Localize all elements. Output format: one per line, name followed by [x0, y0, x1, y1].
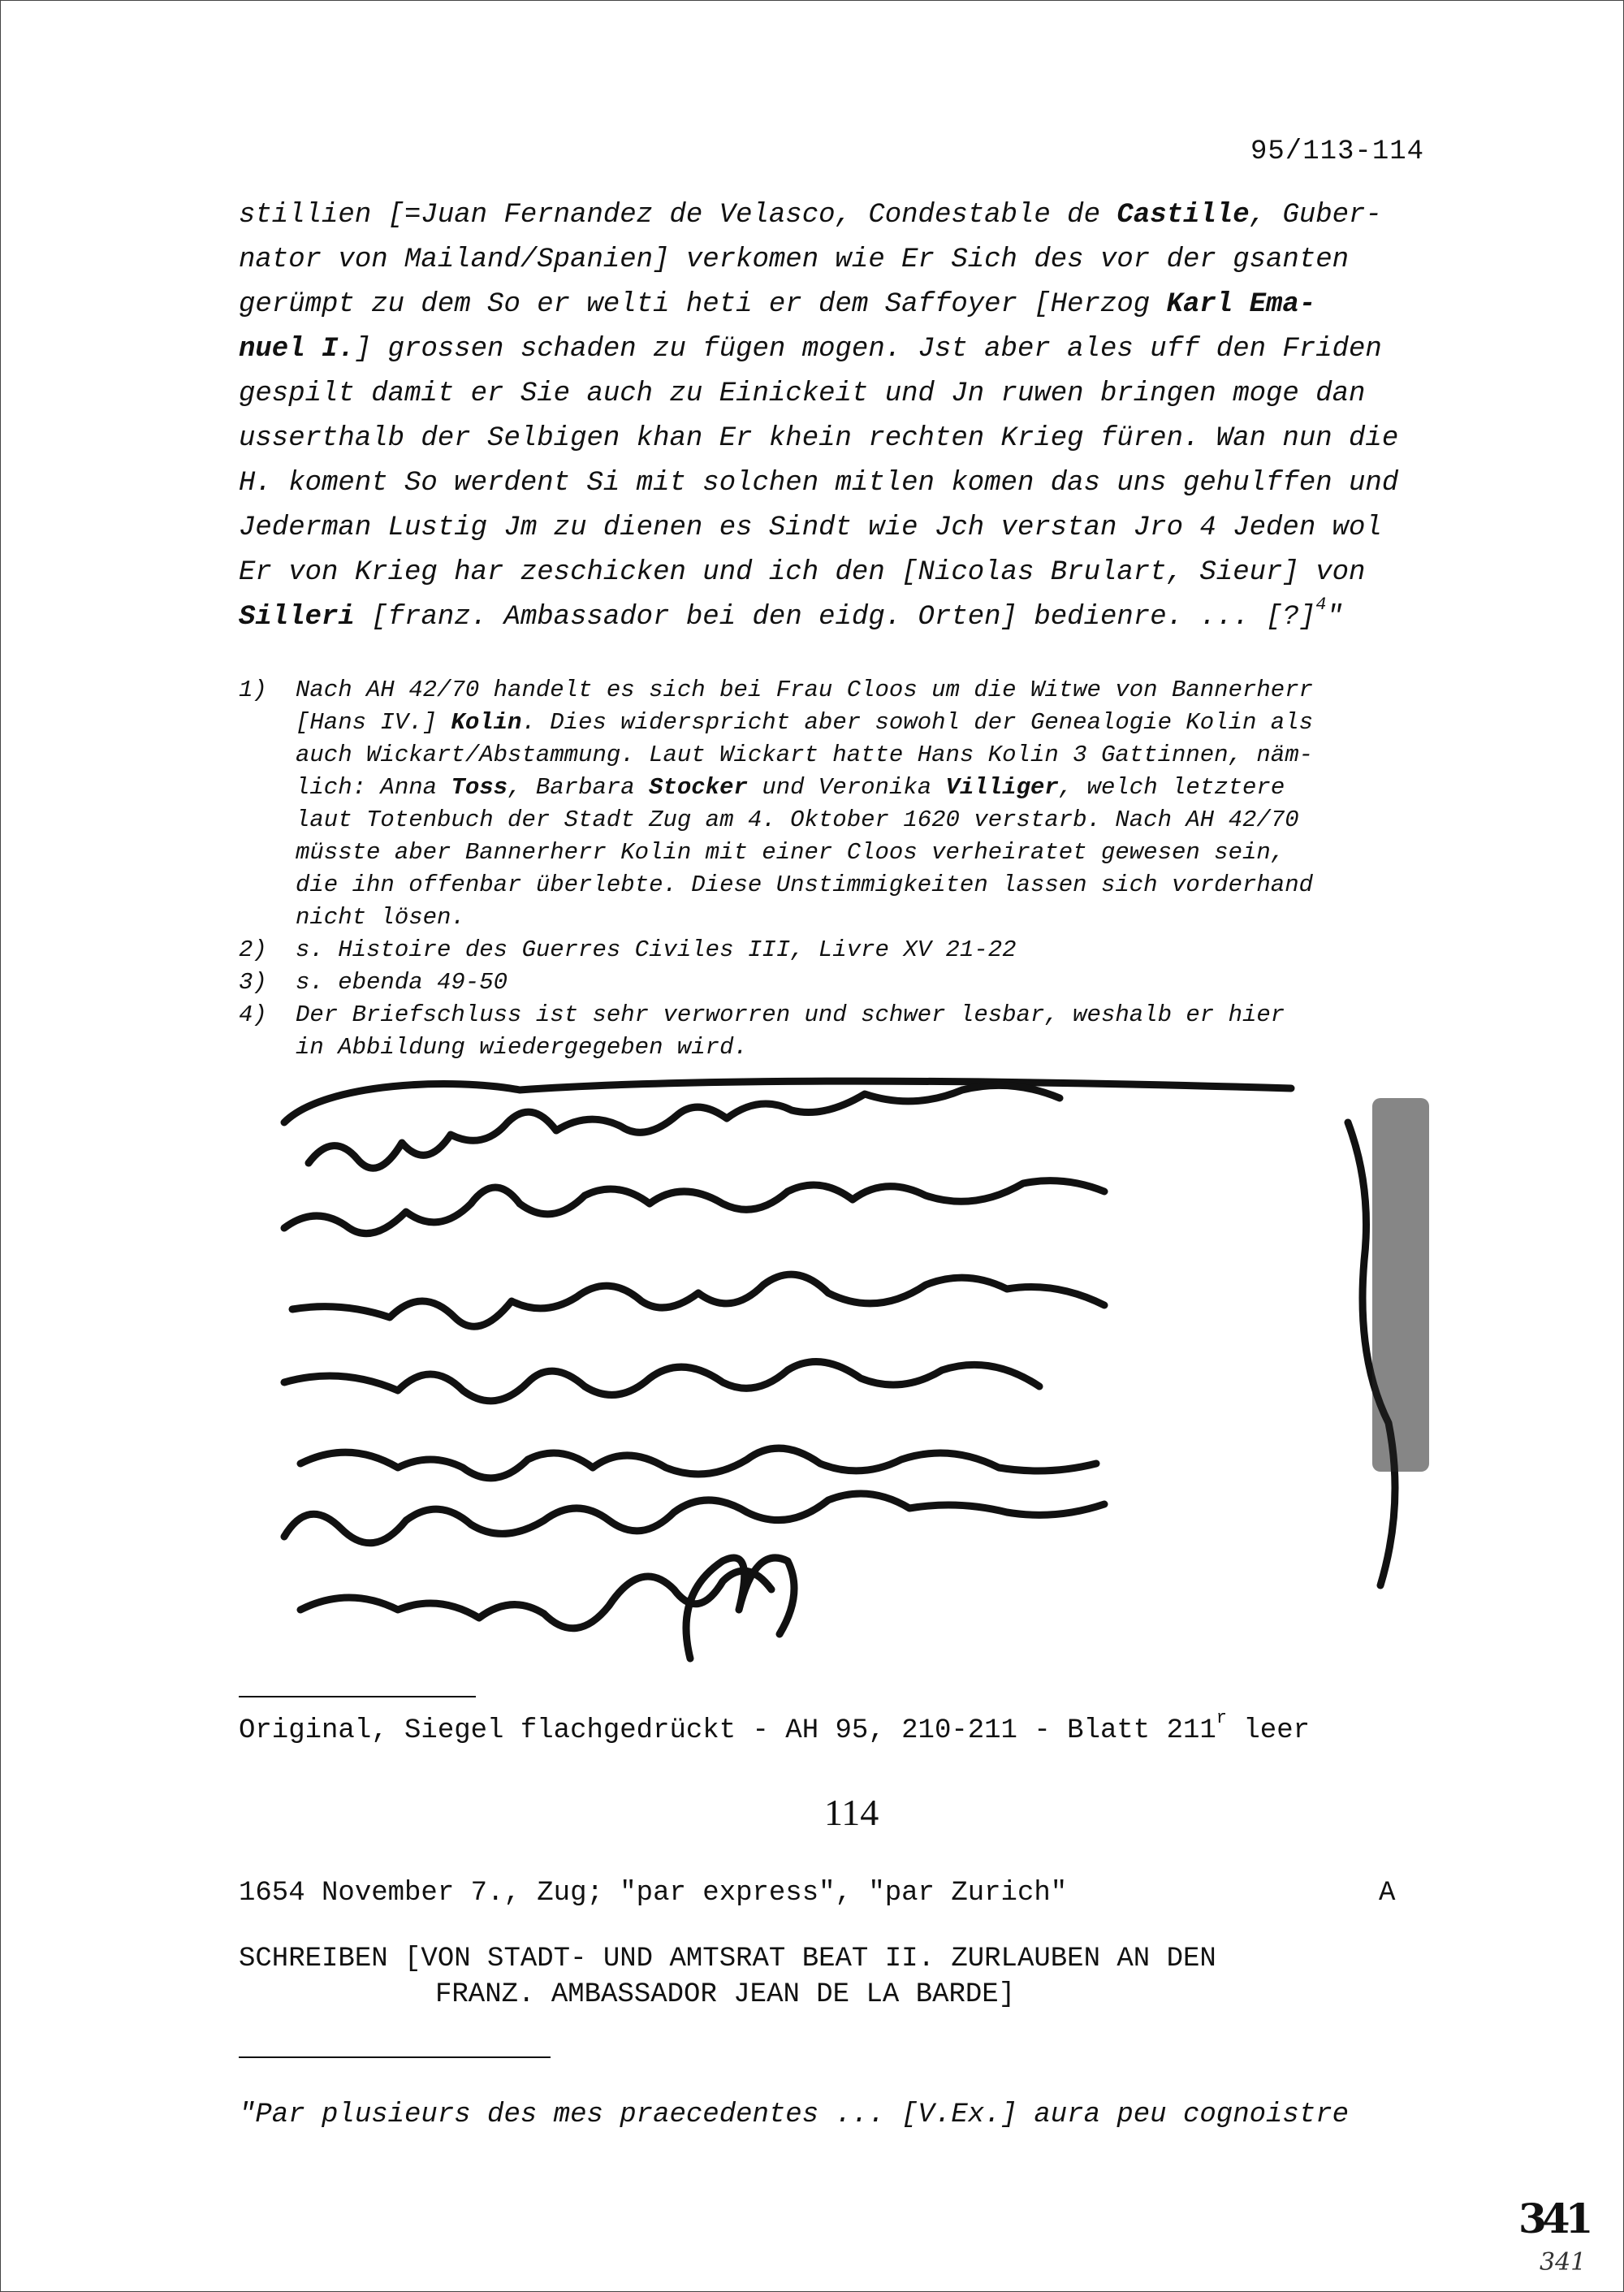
- footnote-item: [239, 967, 1489, 999]
- text-run: ] grossen schaden zu fügen mogen. Jst aber ales uff den Friden: [354, 334, 1382, 365]
- footnote-line: [296, 772, 1489, 804]
- source-text-end: leer: [1227, 1715, 1311, 1746]
- text-run: s. Histoire des Guerres Civiles III, Livre XV 21-22: [296, 936, 1017, 963]
- text-run: lich: Anna: [296, 774, 451, 801]
- text-run: Nach AH 42/70 handelt es sich bei Frau Cloos um die Witwe von Bannerherr: [296, 677, 1314, 703]
- bold-name: Karl Ema-: [1166, 289, 1316, 320]
- letter-opening-line: "Par plusieurs des mes praecedentes ... [V.Ex.] aura peu cognoistre: [239, 2100, 1350, 2130]
- bold-name: Castille: [1116, 200, 1250, 231]
- footnote-line: [296, 869, 1489, 902]
- text-run: usserthalb der Selbigen khan Er khein rechten Krieg füren. Wan nun die: [239, 423, 1399, 454]
- archive-page-number-pencil: 341: [1540, 2248, 1587, 2277]
- handwritten-letter-facsimile: [252, 1074, 1445, 1675]
- document-heading: [239, 1941, 1216, 2013]
- footnote-item: [239, 934, 1489, 967]
- text-run: nator von Mailand/Spanien] verkomen wie Er Sich des vor der gsanten: [239, 244, 1350, 275]
- body-line: [239, 238, 1473, 283]
- footnote-item: [239, 674, 1489, 934]
- footnotes: [239, 674, 1489, 1064]
- letter-body-text: [239, 193, 1473, 640]
- footnote-line: [296, 707, 1489, 739]
- heading-line-1: SCHREIBEN [VON STADT- UND AMTSRAT BEAT II. ZURLAUBEN AN DEN: [239, 1944, 1216, 1974]
- text-run: Jederman Lustig Jm zu dienen es Sindt wie Jch verstan Jro 4 Jeden wol: [239, 512, 1382, 543]
- text-run: [Hans IV.]: [296, 709, 451, 736]
- bold-name: Villiger: [945, 774, 1059, 801]
- text-run: gespilt damit er Sie auch zu Einickeit und Jn ruwen bringen moge dan: [239, 378, 1366, 409]
- text-run: s. ebenda 49-50: [296, 969, 508, 996]
- source-superscript: r: [1216, 1708, 1227, 1728]
- text-run: , welch letztere: [1058, 774, 1285, 801]
- document-type-mark: A: [1379, 1878, 1396, 1909]
- bold-name: Stocker: [649, 774, 748, 801]
- body-line: [239, 506, 1473, 551]
- bold-name: nuel I.: [239, 334, 355, 365]
- text-run: [franz. Ambassador bei den eidg. Orten] bedienre. ... [?]: [354, 602, 1316, 633]
- body-line: [239, 193, 1473, 238]
- footnote-number: 3): [239, 969, 267, 996]
- text-run: , Guber-: [1249, 200, 1382, 231]
- footnote-line: [296, 967, 1489, 999]
- body-line: [239, 595, 1473, 640]
- footnote-line: [296, 999, 1489, 1031]
- text-run: müsste aber Bannerherr Kolin mit einer Cloos verheiratet gewesen sein,: [296, 839, 1285, 866]
- footnote-line: [296, 837, 1489, 869]
- footnote-number: 1): [239, 677, 267, 703]
- page-reference: 95/113-114: [1250, 136, 1425, 167]
- text-run: H. koment So werdent Si mit solchen mitlen komen das uns gehulffen und: [239, 468, 1399, 499]
- footnote-line: [296, 902, 1489, 934]
- body-line: [239, 372, 1473, 417]
- body-line: [239, 551, 1473, 595]
- heading-line-2: FRANZ. AMBASSADOR JEAN DE LA BARDE]: [435, 1979, 1016, 2010]
- bold-name: Kolin: [451, 709, 522, 736]
- footnote-marker: 4: [1315, 595, 1327, 615]
- footnote-line: [296, 804, 1489, 837]
- bold-name: Silleri: [239, 602, 355, 633]
- text-run: ": [1326, 602, 1343, 633]
- body-line: [239, 417, 1473, 461]
- body-line: [239, 327, 1473, 372]
- footnote-line: [296, 674, 1489, 707]
- archive-page-number: 341: [1518, 2195, 1589, 2242]
- footnote-line: [296, 1031, 1489, 1064]
- separator-rule: [239, 1696, 476, 1697]
- footnote-line: [296, 739, 1489, 772]
- text-run: in Abbildung wiedergegeben wird.: [296, 1034, 748, 1061]
- text-run: gerümpt zu dem So er welti heti er dem Saffoyer [Herzog: [239, 289, 1167, 320]
- text-run: . Dies widerspricht aber sowohl der Genealogie Kolin als: [521, 709, 1314, 736]
- text-run: Der Briefschluss ist sehr verworren und schwer lesbar, weshalb er hier: [296, 1001, 1285, 1028]
- footnote-number: 4): [239, 1001, 267, 1028]
- source-note: [239, 1708, 1311, 1746]
- text-run: auch Wickart/Abstammung. Laut Wickart hatte Hans Kolin 3 Gattinnen, näm-: [296, 742, 1314, 768]
- text-run: die ihn offenbar überlebte. Diese Unstimmigkeiten lassen sich vorderhand: [296, 871, 1314, 898]
- body-line: [239, 461, 1473, 506]
- text-run: nicht lösen.: [296, 904, 465, 931]
- body-line: [239, 283, 1473, 327]
- text-run: stillien [=Juan Fernandez de Velasco, Condestable de: [239, 200, 1117, 231]
- footnote-item: [239, 999, 1489, 1064]
- document-number: 114: [824, 1792, 879, 1833]
- text-run: laut Totenbuch der Stadt Zug am 4. Oktober 1620 verstarb. Nach AH 42/70: [296, 807, 1299, 833]
- text-run: , Barbara: [508, 774, 650, 801]
- bold-name: Toss: [451, 774, 508, 801]
- date-line: 1654 November 7., Zug; "par express", "par Zurich": [239, 1878, 1068, 1909]
- footnote-number: 2): [239, 936, 267, 963]
- text-run: und Veronika: [747, 774, 946, 801]
- separator-rule: [239, 2056, 551, 2058]
- footnote-line: [296, 934, 1489, 967]
- source-text: Original, Siegel flachgedrückt - AH 95, 210-211 - Blatt 211: [239, 1715, 1216, 1746]
- text-run: Er von Krieg har zeschicken und ich den [Nicolas Brulart, Sieur] von: [239, 557, 1366, 588]
